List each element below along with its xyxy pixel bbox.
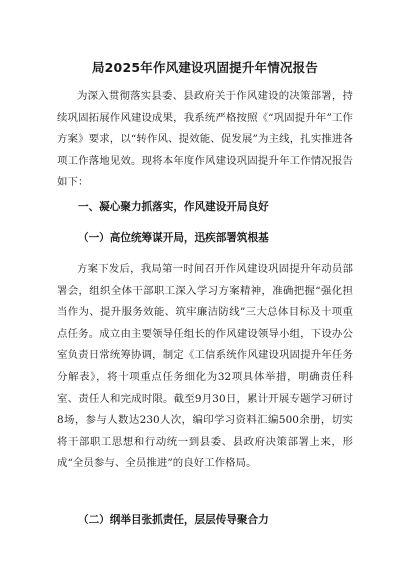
section-heading: 一、凝心聚力抓落实，作风建设开局良好 [78, 201, 269, 213]
subsection-heading-2: （二）纲举目张抓责任，层层传导聚合力 [78, 514, 269, 526]
document-title: 局2025年作风建设巩固提升年情况报告 [91, 60, 319, 75]
subsection-heading: （一）高位统筹谋开局，迅疾部署筑根基 [78, 232, 269, 244]
body-paragraph: 方案下发后，我局第一时间召开作风建设巩固提升年动员部署会，组织全体干部职工深入学习方案精神，准确把握“强化担当作为、提升服务效能、筑牢廉洁防线”三大总体目标及十项重点任务。成立由主要领导任组长的作风建设领导小组，下设办公室负责日常统筹协调，制定《工信系统作风建设巩固提升年任务分解表》，将十项重点任务细化为32项具体举措，明确责任科室、责任人和完成时限。截至9月30日，累计开展专题学习研讨8场，参与人数达230人次，编印学习资料汇编500余册，切实将干部职工思想和行动统一到县委、县政府决策部署上来，形成“全员参与、全员推进”的良好工作格局。 [57, 263, 353, 470]
intro-paragraph: 为深入贯彻落实县委、县政府关于作风建设的决策部署，持续巩固拓展作风建设成果，我系统严格按照《“巩固提升年”工作方案》要求，以“转作风、提效能、促发展”为主线，扎实推进各项工作落地见效。现将本年度作风建设巩固提升年工作情况报告如下： [57, 90, 353, 189]
